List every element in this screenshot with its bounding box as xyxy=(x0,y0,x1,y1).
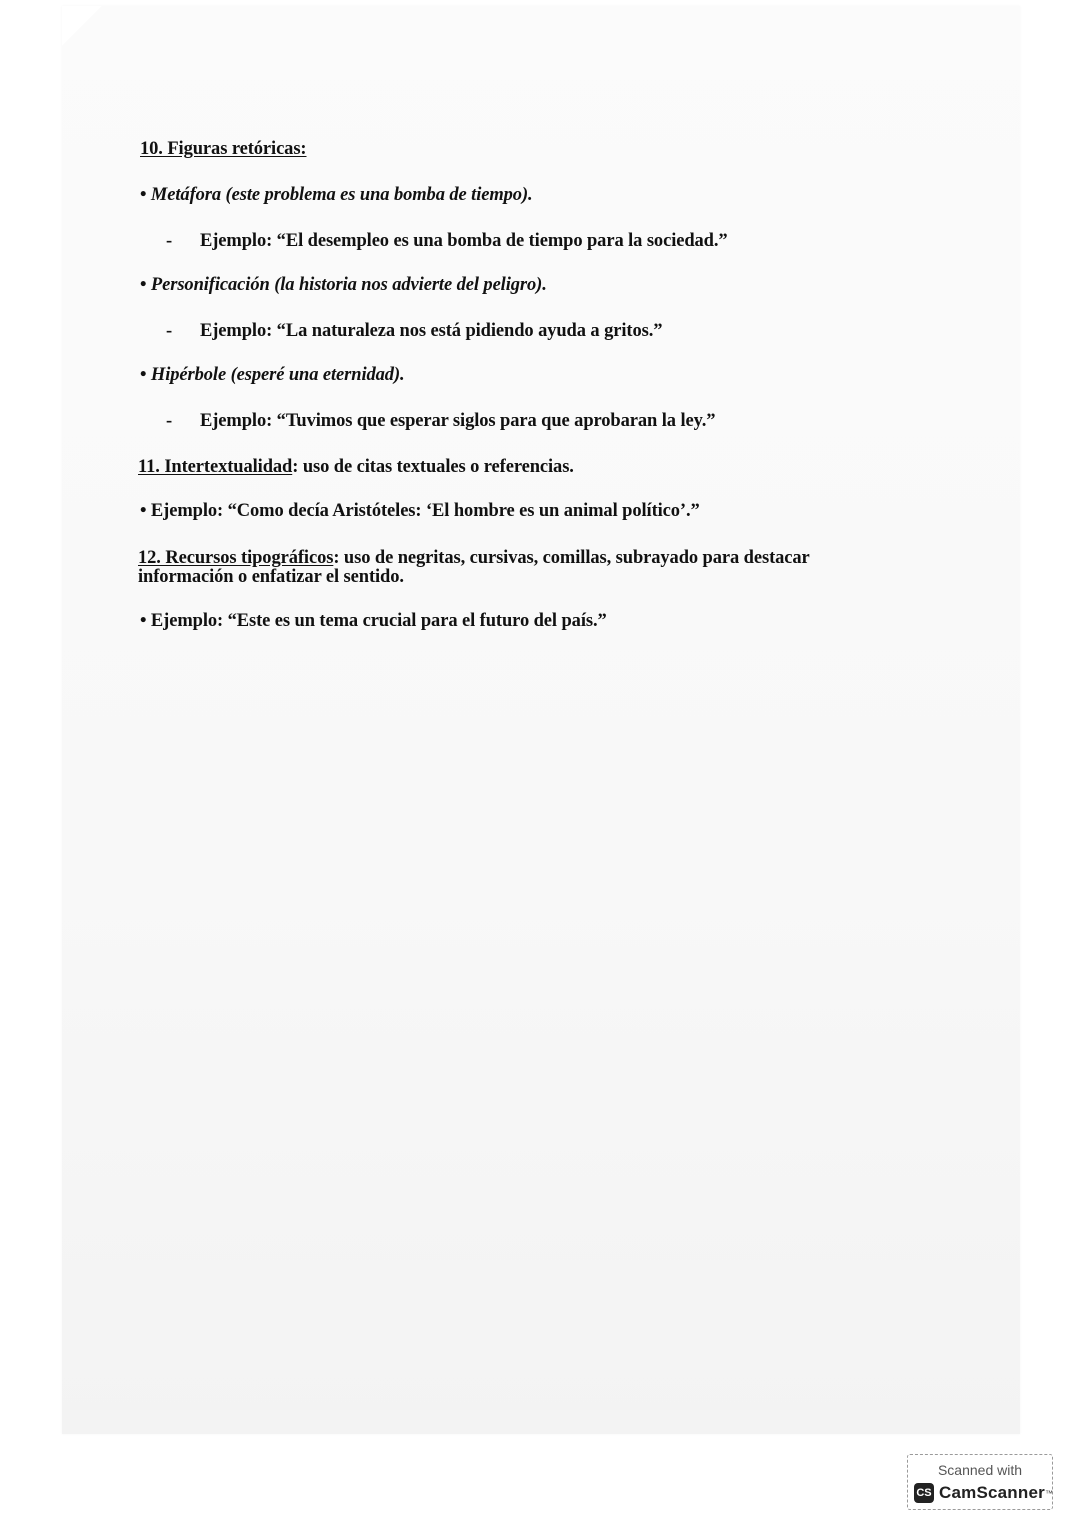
list-item-personificacion xyxy=(140,274,547,296)
section-10-heading xyxy=(140,138,307,160)
example-tipograficos xyxy=(140,610,607,632)
dash: - xyxy=(166,411,173,431)
list-item-hiperbole xyxy=(140,364,405,386)
bullet: • xyxy=(140,611,147,631)
example-personificacion xyxy=(166,320,662,342)
list-item-metafora xyxy=(140,184,533,206)
section-11-description: : uso de citas textuales o referencias. xyxy=(292,457,574,477)
example-metafora xyxy=(166,230,728,252)
example-text: Ejemplo: “La naturaleza nos está pidiendo ayuda a gritos.” xyxy=(200,321,663,341)
example-text: Ejemplo: “Tuvimos que esperar siglos para que aprobaran la ley.” xyxy=(200,411,716,431)
example-text: Ejemplo: “El desempleo es una bomba de tiempo para la sociedad.” xyxy=(200,231,728,251)
term-personificacion: Personificación (la historia nos advierte del peligro). xyxy=(150,275,547,295)
section-11-heading xyxy=(138,456,574,478)
watermark-brand-name: CamScanner xyxy=(939,1483,1045,1502)
bullet: • xyxy=(140,501,147,521)
term-metafora: Metáfora (este problema es una bomba de tiempo). xyxy=(150,185,533,205)
example-intertextualidad xyxy=(140,500,700,522)
camscanner-watermark xyxy=(907,1454,1053,1510)
watermark-brand xyxy=(914,1482,1053,1504)
section-10-title: 10. Figuras retóricas: xyxy=(140,139,307,159)
dash: - xyxy=(166,321,173,341)
section-12-title: 12. Recursos tipográficos xyxy=(138,548,334,568)
section-12-description-continued: información o enfatizar el sentido. xyxy=(138,567,404,587)
term-hiperbole: Hipérbole (esperé una eternidad). xyxy=(150,365,405,385)
example-text: Ejemplo: “Como decía Aristóteles: ‘El hombre es un animal político’.” xyxy=(150,501,700,521)
example-hiperbole xyxy=(166,410,715,432)
trademark-mark: ™ xyxy=(1044,1488,1053,1498)
example-text: Ejemplo: “Este es un tema crucial para el futuro del país.” xyxy=(150,611,607,631)
section-12-description: : uso de negritas, cursivas, comillas, subrayado para destacar xyxy=(333,548,810,568)
bullet: • xyxy=(140,365,147,385)
section-11-title: 11. Intertextualidad xyxy=(138,457,293,477)
camscanner-logo-icon: CS xyxy=(914,1483,934,1503)
watermark-caption: Scanned with xyxy=(937,1462,1023,1478)
bullet: • xyxy=(140,185,147,205)
dash: - xyxy=(166,231,173,251)
scanned-page xyxy=(62,6,1020,1434)
bullet: • xyxy=(140,275,147,295)
